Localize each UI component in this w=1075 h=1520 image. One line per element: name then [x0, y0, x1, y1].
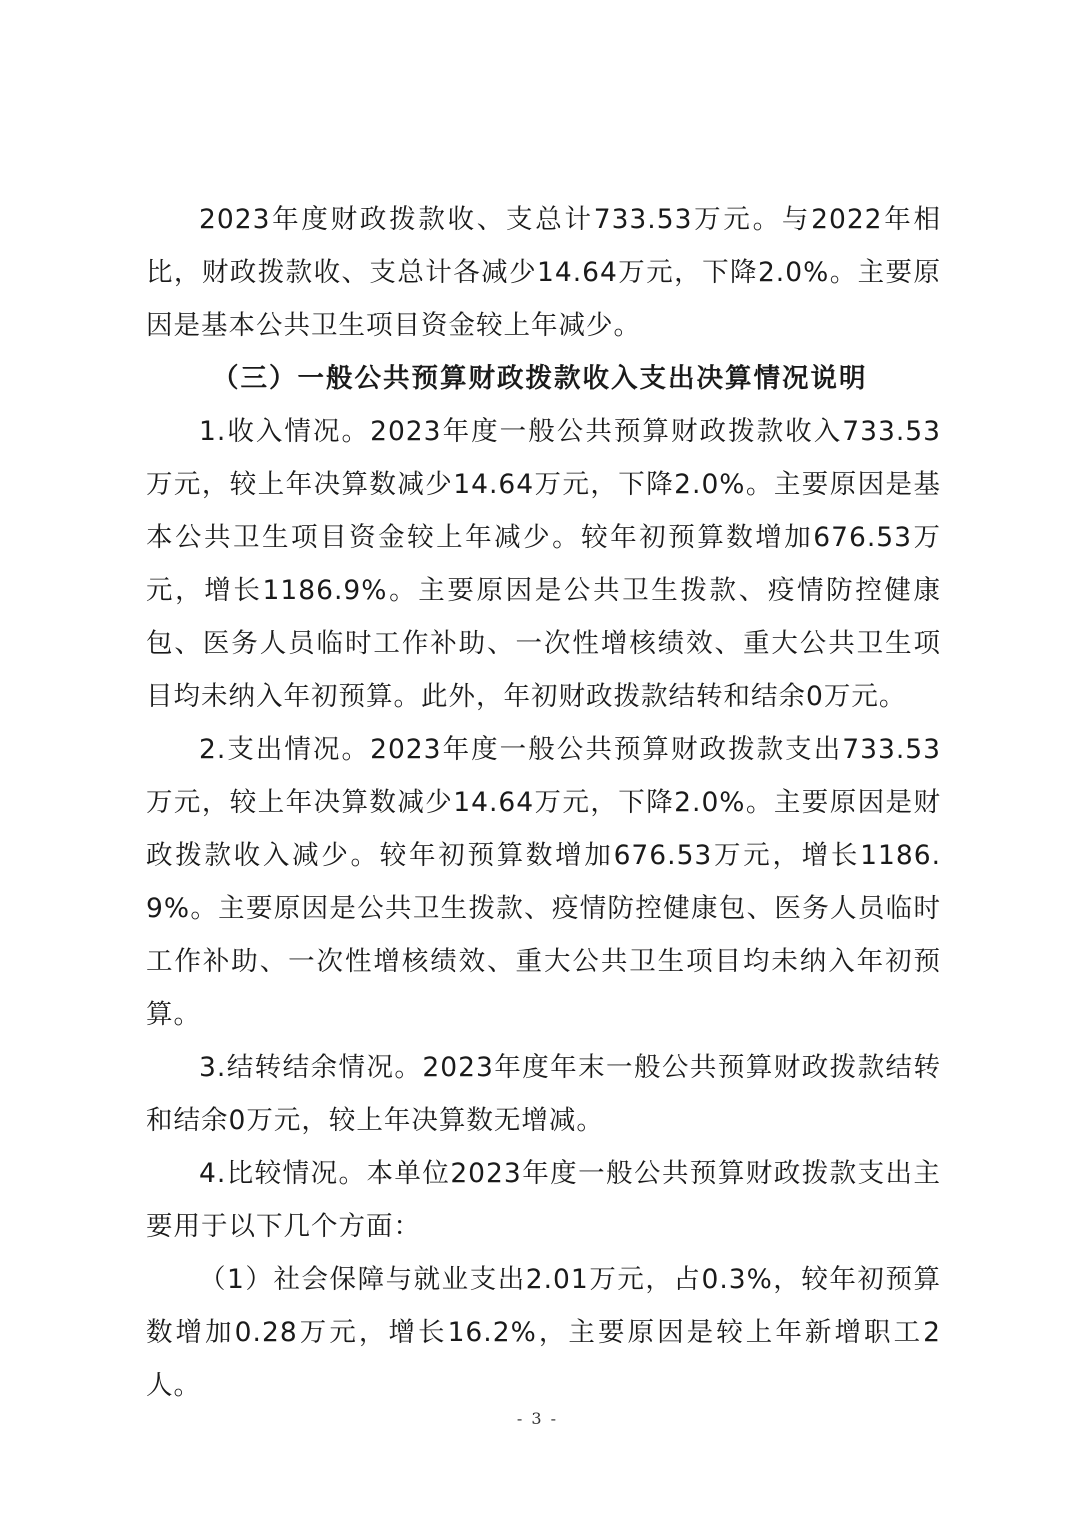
section-heading-general-budget: （三）一般公共预算财政拨款收入支出决算情况说明 — [212, 363, 868, 394]
paragraph-comparison: 4.比较情况。本单位2023年度一般公共预算财政拨款支出主要用于以下几个方面： — [146, 1158, 941, 1242]
paragraph-expenditure: 2.支出情况。2023年度一般公共预算财政拨款支出733.53万元，较上年决算数减少14.64万元，下降2.0%。主要原因是财政拨款收入减少。较年初预算数增加676.53万元，增长1186.9%。主要原因是公共卫生拨款、疫情防控健康包、医务人员临时工作补助、一次性增核绩效、重大公共卫生项目均未纳入年初预算。 — [146, 734, 941, 1030]
paragraph-carryover: 3.结转结余情况。2023年度年末一般公共预算财政拨款结转和结余0万元，较上年决算数无增减。 — [146, 1052, 941, 1136]
paragraph-total-summary: 2023年度财政拨款收、支总计733.53万元。与2022年相比，财政拨款收、支总计各减少14.64万元，下降2.0%。主要原因是基本公共卫生项目资金较上年减少。 — [146, 204, 941, 341]
paragraph-income: 1.收入情况。2023年度一般公共预算财政拨款收入733.53万元，较上年决算数减少14.64万元，下降2.0%。主要原因是基本公共卫生项目资金较上年减少。较年初预算数增加676.53万元，增长1186.9%。主要原因是公共卫生拨款、疫情防控健康包、医务人员临时工作补助、一次性增核绩效、重大公共卫生项目均未纳入年初预算。此外，年初财政拨款结转和结余0万元。 — [146, 416, 941, 712]
paragraph-social-security: （1）社会保障与就业支出2.01万元，占0.3%，较年初预算数增加0.28万元，增长16.2%，主要原因是较上年新增职工2人。 — [146, 1264, 941, 1401]
page-number: - 3 - — [516, 1409, 559, 1428]
document-body — [146, 193, 941, 1412]
